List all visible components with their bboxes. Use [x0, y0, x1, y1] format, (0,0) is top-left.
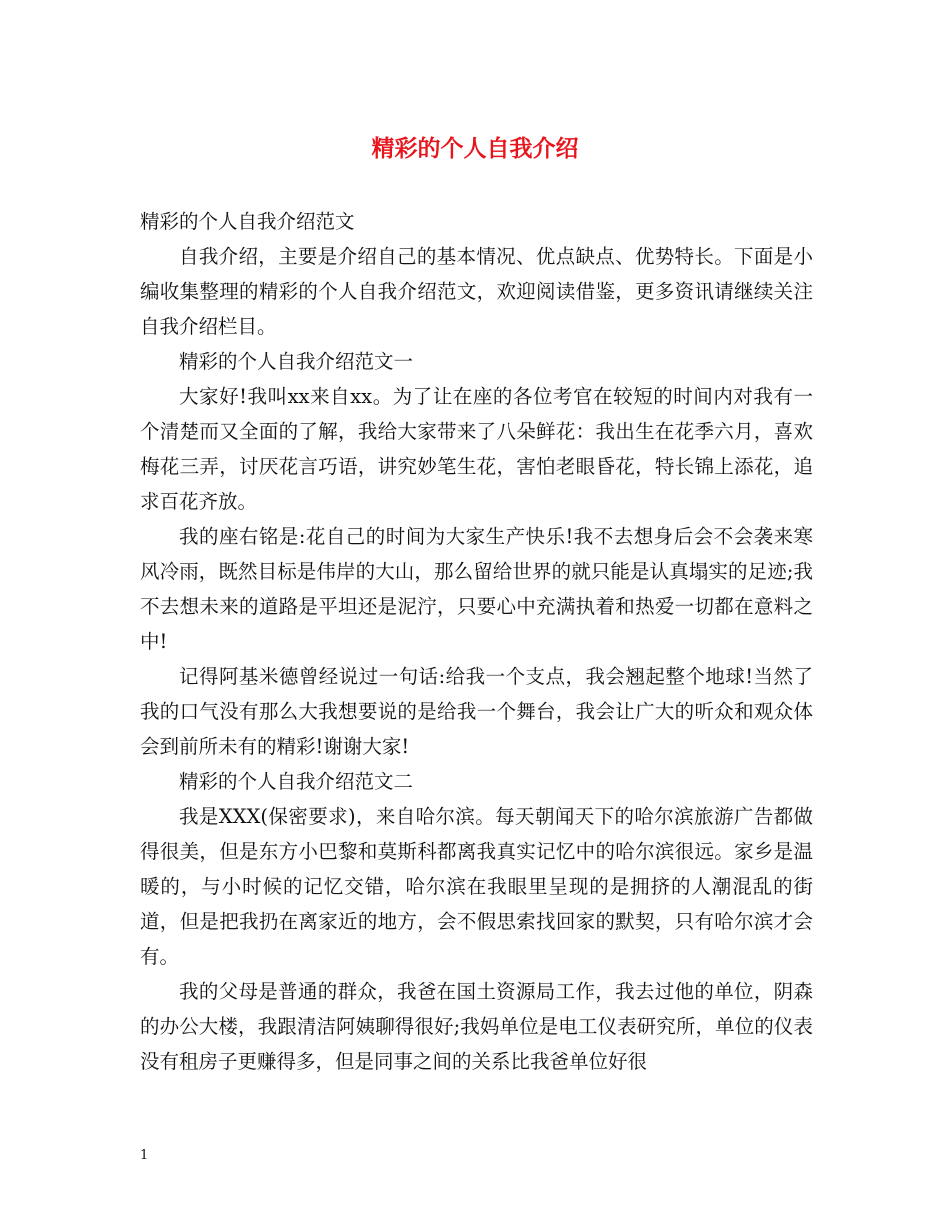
- page-number: 1: [140, 1148, 149, 1163]
- document-title: 精彩的个人自我介绍: [371, 135, 579, 162]
- section-heading-intro: 精彩的个人自我介绍范文: [140, 210, 355, 233]
- body-paragraph: 我的座右铭是:花自己的时间为大家生产快乐!我不去想身后会不会袭来寒风冷雨，既然目标是伟岸的大山，那么留给世界的就只能是认真塌实的足迹;我不去想未来的道路是平坦还是泥泞，只要心中充满执着和热爱一切都在意料之中!: [140, 525, 813, 653]
- body-paragraph: 大家好!我叫xx来自xx。为了让在座的各位考官在较短的时间内对我有一个清楚而又全面的了解，我给大家带来了八朵鲜花：我出生在花季六月，喜欢梅花三弄，讨厌花言巧语，讲究妙笔生花，害怕老眼昏花，特长锦上添花，追求百花齐放。: [140, 385, 813, 513]
- section-heading-sample-one: 精彩的个人自我介绍范文一: [179, 350, 414, 373]
- section-heading-sample-two: 精彩的个人自我介绍范文二: [179, 770, 414, 793]
- body-paragraph: 我是XXX(保密要求)，来自哈尔滨。每天朝闻天下的哈尔滨旅游广告都做得很美，但是东方小巴黎和莫斯科都离我真实记忆中的哈尔滨很远。家乡是温暖的，与小时候的记忆交错，哈尔滨在我眼里呈现的是拥挤的人潮混乱的街道，但是把我扔在离家近的地方，会不假思索找回家的默契，只有哈尔滨才会有。: [140, 805, 813, 968]
- document-body: [140, 204, 813, 1079]
- body-paragraph: 记得阿基米德曾经说过一句话:给我一个支点，我会翘起整个地球!当然了我的口气没有那么大我想要说的是给我一个舞台，我会让广大的听众和观众体会到前所未有的精彩!谢谢大家!: [140, 665, 813, 758]
- body-paragraph: 自我介绍，主要是介绍自己的基本情况、优点缺点、优势特长。下面是小编收集整理的精彩的个人自我介绍范文，欢迎阅读借鉴，更多资讯请继续关注自我介绍栏目。: [140, 245, 813, 338]
- body-paragraph: 我的父母是普通的群众，我爸在国土资源局工作，我去过他的单位，阴森的办公大楼，我跟清洁阿姨聊得很好;我妈单位是电工仪表研究所，单位的仪表没有租房子更赚得多，但是同事之间的关系比我爸单位好很: [140, 980, 813, 1073]
